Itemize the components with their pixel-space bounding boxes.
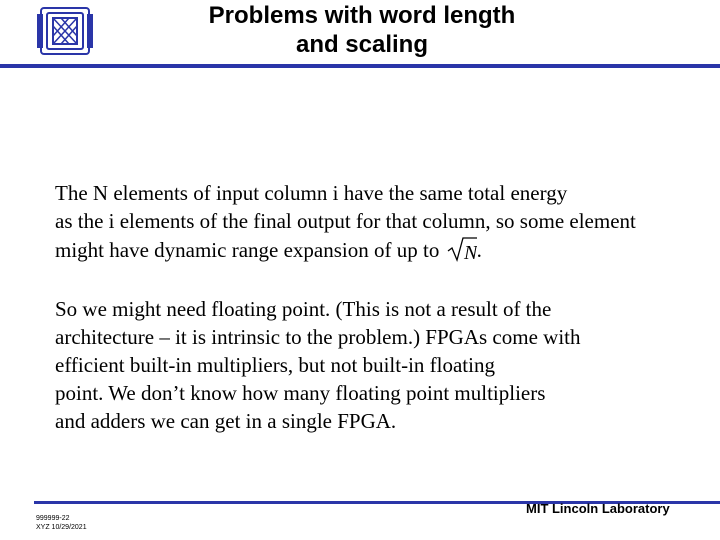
para2-line5: and adders we can get in a single FPGA. bbox=[55, 409, 397, 433]
paragraph-floating-point bbox=[55, 295, 580, 435]
para2-line4: point. We don’t know how many floating point multipliers bbox=[55, 381, 546, 405]
square-root-n-formula bbox=[447, 235, 477, 263]
header-rule bbox=[0, 64, 720, 68]
title-line-2: and scaling bbox=[295, 31, 429, 58]
mit-ll-crest-icon bbox=[36, 6, 94, 56]
para2-line3: efficient built-in multipliers, but not built-in floating bbox=[55, 353, 495, 377]
slide-id-block bbox=[36, 514, 87, 532]
lab-name: MIT Lincoln Laboratory bbox=[526, 501, 670, 516]
paragraph-energy bbox=[55, 179, 636, 264]
sqrt-symbol-n: N bbox=[463, 242, 477, 263]
para2-line1: So we might need floating point. (This is not a result of the bbox=[55, 297, 552, 321]
page-title bbox=[140, 1, 584, 59]
slide-number: 999999-22 bbox=[36, 515, 70, 522]
para2-line2: architecture – it is intrinsic to the problem.) FPGAs come with bbox=[55, 325, 581, 349]
author-date: XYZ 10/29/2021 bbox=[36, 524, 87, 531]
title-line-1: Problems with word length bbox=[208, 2, 516, 29]
para1-line3-prefix: might have dynamic range expansion of up to bbox=[55, 238, 445, 262]
para1-line3-suffix: . bbox=[476, 238, 482, 262]
para1-line2: as the i elements of the final output for that column, so some element bbox=[55, 209, 636, 233]
para1-line1: The N elements of input column i have the same total energy bbox=[55, 181, 568, 205]
